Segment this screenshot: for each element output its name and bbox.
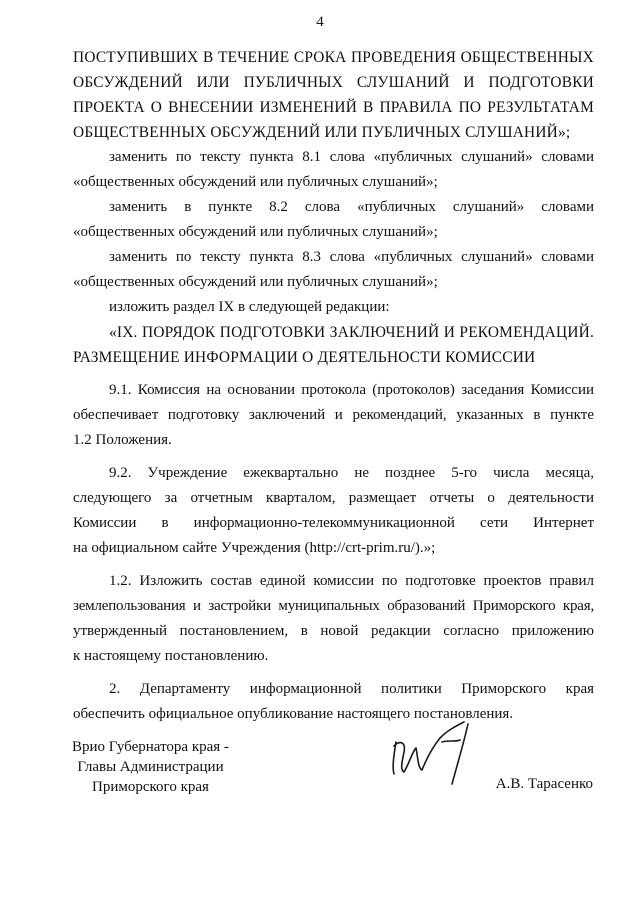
paragraph-1-2 [73, 569, 594, 669]
signatory-position [72, 737, 229, 797]
text-line: к настоящему постановлению. [73, 648, 269, 664]
text-line: утвержденный постановлением, в новой редакции согласно приложению [73, 623, 594, 639]
paragraph-replace-8-2 [73, 195, 594, 245]
page-number: 4 [316, 14, 324, 30]
paragraph-replace-8-3 [73, 245, 594, 295]
text-line: обеспечить официальное опубликование настоящего постановления. [73, 706, 514, 722]
text-line: заменить по тексту пункта 8.3 слова «публичных слушаний» словами [109, 249, 594, 265]
paragraph-2 [73, 677, 594, 727]
text-line: ОБЩЕСТВЕННЫХ ОБСУЖДЕНИЙ ИЛИ ПУБЛИЧНЫХ СЛУШАНИЙ»; [73, 124, 571, 141]
text-line: РАЗМЕЩЕНИЕ ИНФОРМАЦИИ О ДЕЯТЕЛЬНОСТИ КОМИССИИ [73, 349, 536, 366]
text-line: 1.2 Положения. [73, 432, 172, 448]
handwritten-signature [382, 712, 492, 797]
text-line: землепользования и застройки муниципальных образований Приморского края, [73, 598, 594, 614]
text-line: ПОСТУПИВШИХ В ТЕЧЕНИЕ СРОКА ПРОВЕДЕНИЯ ОБЩЕСТВЕННЫХ [73, 49, 594, 66]
text-line: на официальном сайте Учреждения (http://crt-prim.ru/).»; [73, 540, 436, 556]
text-line: следующего за отчетным кварталом, размещает отчеты о деятельности [73, 490, 594, 506]
paragraph-9-1 [73, 378, 594, 453]
text-line: заменить в пункте 8.2 слова «публичных слушаний» словами [109, 199, 594, 215]
text-line: Комиссии в информационно-телекоммуникационной сети Интернет [73, 515, 594, 531]
text-line: «общественных обсуждений или публичных слушаний»; [73, 224, 438, 240]
text-line: 9.2. Учреждение ежеквартально не позднее 5-го числа месяца, [109, 465, 594, 481]
text-line: изложить раздел IX в следующей редакции: [109, 299, 390, 315]
signer-name: А.В. Тарасенко [495, 776, 593, 792]
paragraph-section-ix-intro [73, 295, 594, 320]
heading-continuation [73, 45, 594, 145]
position-line: Главы Администрации [77, 759, 224, 775]
text-line: ПРОЕКТА О ВНЕСЕНИИ ИЗМЕНЕНИЙ В ПРАВИЛА ПО РЕЗУЛЬТАТАМ [73, 99, 594, 116]
text-line: 2. Департаменту информационной политики Приморского края [109, 681, 594, 697]
text-line: ОБСУЖДЕНИЙ ИЛИ ПУБЛИЧНЫХ СЛУШАНИЙ И ПОДГОТОВКИ [73, 74, 594, 91]
text-line: 9.1. Комиссия на основании протокола (протоколов) заседания Комиссии [109, 382, 594, 398]
text-line: «общественных обсуждений или публичных слушаний»; [73, 174, 438, 190]
text-line: заменить по тексту пункта 8.1 слова «публичных слушаний» словами [109, 149, 594, 165]
text-line: обеспечивает подготовку заключений и рекомендаций, указанных в пункте [73, 407, 594, 423]
paragraph-9-2 [73, 461, 594, 561]
text-line: «общественных обсуждений или публичных слушаний»; [73, 274, 438, 290]
text-line: «IX. ПОРЯДОК ПОДГОТОВКИ ЗАКЛЮЧЕНИЙ И РЕКОМЕНДАЦИЙ. [109, 324, 594, 341]
document-body [73, 45, 594, 727]
paragraph-replace-8-1 [73, 145, 594, 195]
section-ix-heading [73, 320, 594, 370]
position-line: Врио Губернатора края - [72, 739, 229, 755]
position-line: Приморского края [92, 779, 209, 795]
text-line: 1.2. Изложить состав единой комиссии по подготовке проектов правил [109, 573, 594, 589]
